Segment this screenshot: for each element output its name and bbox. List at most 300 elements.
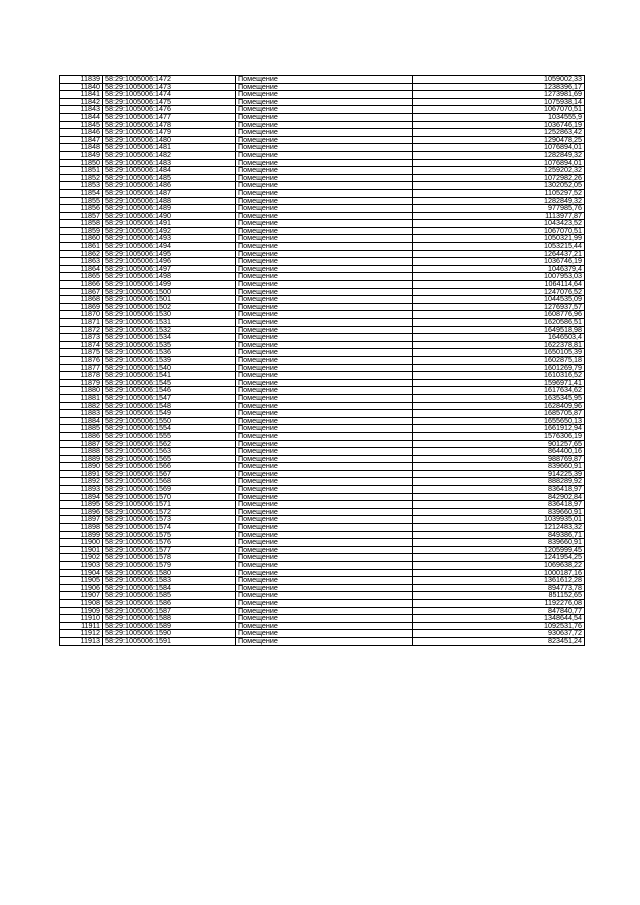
object-type-cell: Помещение xyxy=(236,273,413,281)
cadastral-value-cell: 1646503,4 xyxy=(413,334,585,342)
cadastral-value-cell: 1649518,98 xyxy=(413,326,585,334)
table-row xyxy=(60,417,585,425)
object-type-cell: Помещение xyxy=(236,227,413,235)
row-number-cell: 11840 xyxy=(60,83,103,91)
row-number-cell: 11883 xyxy=(60,410,103,418)
table-row xyxy=(60,546,585,554)
table-row xyxy=(60,356,585,364)
row-number-cell: 11884 xyxy=(60,417,103,425)
cadastral-value-cell: 839660,91 xyxy=(413,463,585,471)
cadastral-value-cell: 1635345,95 xyxy=(413,394,585,402)
table-row xyxy=(60,144,585,152)
cadastral-number-cell: 58:29:1005006:1548 xyxy=(103,402,236,410)
cadastral-value-cell: 888289,92 xyxy=(413,478,585,486)
table-row xyxy=(60,182,585,190)
row-number-cell: 11851 xyxy=(60,167,103,175)
object-type-cell: Помещение xyxy=(236,98,413,106)
property-table-body xyxy=(60,76,585,646)
cadastral-number-cell: 58:29:1005006:1535 xyxy=(103,341,236,349)
cadastral-number-cell: 58:29:1005006:1576 xyxy=(103,539,236,547)
row-number-cell: 11868 xyxy=(60,296,103,304)
table-row xyxy=(60,379,585,387)
row-number-cell: 11899 xyxy=(60,531,103,539)
row-number-cell: 11892 xyxy=(60,478,103,486)
table-row xyxy=(60,91,585,99)
cadastral-number-cell: 58:29:1005006:1572 xyxy=(103,508,236,516)
cadastral-value-cell: 1034555,9 xyxy=(413,113,585,121)
table-row xyxy=(60,243,585,251)
cadastral-number-cell: 58:29:1005006:1479 xyxy=(103,129,236,137)
cadastral-number-cell: 58:29:1005006:1488 xyxy=(103,197,236,205)
row-number-cell: 11910 xyxy=(60,615,103,623)
row-number-cell: 11911 xyxy=(60,622,103,630)
cadastral-number-cell: 58:29:1005006:1554 xyxy=(103,425,236,433)
object-type-cell: Помещение xyxy=(236,554,413,562)
cadastral-value-cell: 1620586,51 xyxy=(413,319,585,327)
cadastral-number-cell: 58:29:1005006:1591 xyxy=(103,637,236,645)
table-row xyxy=(60,106,585,114)
row-number-cell: 11896 xyxy=(60,508,103,516)
cadastral-value-cell: 977985,76 xyxy=(413,205,585,213)
object-type-cell: Помещение xyxy=(236,630,413,638)
object-type-cell: Помещение xyxy=(236,76,413,84)
cadastral-number-cell: 58:29:1005006:1588 xyxy=(103,615,236,623)
row-number-cell: 11858 xyxy=(60,220,103,228)
row-number-cell: 11865 xyxy=(60,273,103,281)
row-number-cell: 11864 xyxy=(60,265,103,273)
row-number-cell: 11888 xyxy=(60,448,103,456)
row-number-cell: 11894 xyxy=(60,493,103,501)
cadastral-value-cell: 836418,97 xyxy=(413,501,585,509)
row-number-cell: 11855 xyxy=(60,197,103,205)
cadastral-value-cell: 1007953,03 xyxy=(413,273,585,281)
table-row xyxy=(60,584,585,592)
table-row xyxy=(60,197,585,205)
cadastral-value-cell: 1247076,52 xyxy=(413,288,585,296)
row-number-cell: 11877 xyxy=(60,364,103,372)
row-number-cell: 11907 xyxy=(60,592,103,600)
cadastral-value-cell: 1212483,32 xyxy=(413,524,585,532)
cadastral-value-cell: 849386,71 xyxy=(413,531,585,539)
cadastral-value-cell: 1039935,01 xyxy=(413,516,585,524)
row-number-cell: 11900 xyxy=(60,539,103,547)
object-type-cell: Помещение xyxy=(236,615,413,623)
cadastral-value-cell: 1661912,94 xyxy=(413,425,585,433)
table-row xyxy=(60,205,585,213)
table-row xyxy=(60,577,585,585)
object-type-cell: Помещение xyxy=(236,622,413,630)
cadastral-value-cell: 1241954,25 xyxy=(413,554,585,562)
cadastral-value-cell: 1608776,96 xyxy=(413,311,585,319)
cadastral-number-cell: 58:29:1005006:1568 xyxy=(103,478,236,486)
cadastral-value-cell: 1276937,57 xyxy=(413,303,585,311)
row-number-cell: 11887 xyxy=(60,440,103,448)
table-row xyxy=(60,372,585,380)
row-number-cell: 11903 xyxy=(60,562,103,570)
table-row xyxy=(60,265,585,273)
cadastral-value-cell: 1602875,18 xyxy=(413,356,585,364)
row-number-cell: 11898 xyxy=(60,524,103,532)
row-number-cell: 11852 xyxy=(60,174,103,182)
table-row xyxy=(60,554,585,562)
cadastral-number-cell: 58:29:1005006:1482 xyxy=(103,151,236,159)
cadastral-number-cell: 58:29:1005006:1472 xyxy=(103,76,236,84)
cadastral-number-cell: 58:29:1005006:1573 xyxy=(103,516,236,524)
row-number-cell: 11866 xyxy=(60,281,103,289)
object-type-cell: Помещение xyxy=(236,334,413,342)
cadastral-number-cell: 58:29:1005006:1585 xyxy=(103,592,236,600)
row-number-cell: 11871 xyxy=(60,319,103,327)
row-number-cell: 11873 xyxy=(60,334,103,342)
cadastral-number-cell: 58:29:1005006:1536 xyxy=(103,349,236,357)
row-number-cell: 11901 xyxy=(60,546,103,554)
cadastral-number-cell: 58:29:1005006:1477 xyxy=(103,113,236,121)
cadastral-number-cell: 58:29:1005006:1547 xyxy=(103,394,236,402)
object-type-cell: Помещение xyxy=(236,394,413,402)
cadastral-value-cell: 914225,39 xyxy=(413,470,585,478)
cadastral-number-cell: 58:29:1005006:1565 xyxy=(103,455,236,463)
row-number-cell: 11839 xyxy=(60,76,103,84)
object-type-cell: Помещение xyxy=(236,562,413,570)
object-type-cell: Помещение xyxy=(236,106,413,114)
cadastral-number-cell: 58:29:1005006:1587 xyxy=(103,607,236,615)
row-number-cell: 11841 xyxy=(60,91,103,99)
object-type-cell: Помещение xyxy=(236,220,413,228)
row-number-cell: 11913 xyxy=(60,637,103,645)
cadastral-value-cell: 1046379,4 xyxy=(413,265,585,273)
object-type-cell: Помещение xyxy=(236,637,413,645)
object-type-cell: Помещение xyxy=(236,592,413,600)
row-number-cell: 11875 xyxy=(60,349,103,357)
table-row xyxy=(60,478,585,486)
cadastral-number-cell: 58:29:1005006:1546 xyxy=(103,387,236,395)
cadastral-number-cell: 58:29:1005006:1502 xyxy=(103,303,236,311)
object-type-cell: Помещение xyxy=(236,531,413,539)
object-type-cell: Помещение xyxy=(236,463,413,471)
cadastral-value-cell: 1072982,26 xyxy=(413,174,585,182)
property-table xyxy=(59,75,585,646)
cadastral-number-cell: 58:29:1005006:1562 xyxy=(103,440,236,448)
cadastral-value-cell: 1075938,14 xyxy=(413,98,585,106)
table-row xyxy=(60,630,585,638)
cadastral-value-cell: 1610316,52 xyxy=(413,372,585,380)
table-row xyxy=(60,159,585,167)
cadastral-value-cell: 1113977,87 xyxy=(413,212,585,220)
cadastral-value-cell: 1044535,09 xyxy=(413,296,585,304)
object-type-cell: Помещение xyxy=(236,212,413,220)
cadastral-value-cell: 1000187,16 xyxy=(413,569,585,577)
cadastral-number-cell: 58:29:1005006:1480 xyxy=(103,136,236,144)
row-number-cell: 11848 xyxy=(60,144,103,152)
table-row xyxy=(60,273,585,281)
cadastral-number-cell: 58:29:1005006:1579 xyxy=(103,562,236,570)
cadastral-number-cell: 58:29:1005006:1584 xyxy=(103,584,236,592)
cadastral-number-cell: 58:29:1005006:1570 xyxy=(103,493,236,501)
object-type-cell: Помещение xyxy=(236,524,413,532)
table-row xyxy=(60,425,585,433)
object-type-cell: Помещение xyxy=(236,235,413,243)
object-type-cell: Помещение xyxy=(236,417,413,425)
object-type-cell: Помещение xyxy=(236,448,413,456)
cadastral-value-cell: 836418,97 xyxy=(413,486,585,494)
table-row xyxy=(60,410,585,418)
table-row xyxy=(60,486,585,494)
object-type-cell: Помещение xyxy=(236,387,413,395)
table-row xyxy=(60,524,585,532)
object-type-cell: Помещение xyxy=(236,91,413,99)
cadastral-number-cell: 58:29:1005006:1483 xyxy=(103,159,236,167)
cadastral-value-cell: 988769,87 xyxy=(413,455,585,463)
cadastral-number-cell: 58:29:1005006:1481 xyxy=(103,144,236,152)
row-number-cell: 11893 xyxy=(60,486,103,494)
cadastral-number-cell: 58:29:1005006:1563 xyxy=(103,448,236,456)
row-number-cell: 11861 xyxy=(60,243,103,251)
row-number-cell: 11856 xyxy=(60,205,103,213)
cadastral-number-cell: 58:29:1005006:1494 xyxy=(103,243,236,251)
cadastral-number-cell: 58:29:1005006:1498 xyxy=(103,273,236,281)
row-number-cell: 11870 xyxy=(60,311,103,319)
row-number-cell: 11891 xyxy=(60,470,103,478)
table-row xyxy=(60,281,585,289)
cadastral-number-cell: 58:29:1005006:1474 xyxy=(103,91,236,99)
object-type-cell: Помещение xyxy=(236,425,413,433)
cadastral-value-cell: 864400,16 xyxy=(413,448,585,456)
table-row xyxy=(60,637,585,645)
table-row xyxy=(60,402,585,410)
table-row xyxy=(60,136,585,144)
cadastral-number-cell: 58:29:1005006:1555 xyxy=(103,432,236,440)
object-type-cell: Помещение xyxy=(236,319,413,327)
cadastral-number-cell: 58:29:1005006:1493 xyxy=(103,235,236,243)
object-type-cell: Помещение xyxy=(236,470,413,478)
cadastral-number-cell: 58:29:1005006:1541 xyxy=(103,372,236,380)
cadastral-number-cell: 58:29:1005006:1499 xyxy=(103,281,236,289)
object-type-cell: Помещение xyxy=(236,258,413,266)
cadastral-number-cell: 58:29:1005006:1490 xyxy=(103,212,236,220)
row-number-cell: 11863 xyxy=(60,258,103,266)
object-type-cell: Помещение xyxy=(236,599,413,607)
object-type-cell: Помещение xyxy=(236,121,413,129)
cadastral-value-cell: 1205999,45 xyxy=(413,546,585,554)
row-number-cell: 11853 xyxy=(60,182,103,190)
table-row xyxy=(60,303,585,311)
cadastral-value-cell: 1282849,32 xyxy=(413,197,585,205)
table-row xyxy=(60,615,585,623)
object-type-cell: Помещение xyxy=(236,144,413,152)
cadastral-value-cell: 1601269,79 xyxy=(413,364,585,372)
table-row xyxy=(60,516,585,524)
object-type-cell: Помещение xyxy=(236,205,413,213)
cadastral-number-cell: 58:29:1005006:1586 xyxy=(103,599,236,607)
cadastral-value-cell: 1036746,19 xyxy=(413,258,585,266)
table-row xyxy=(60,349,585,357)
table-row xyxy=(60,235,585,243)
row-number-cell: 11897 xyxy=(60,516,103,524)
table-row xyxy=(60,562,585,570)
object-type-cell: Помещение xyxy=(236,296,413,304)
object-type-cell: Помещение xyxy=(236,311,413,319)
object-type-cell: Помещение xyxy=(236,113,413,121)
table-row xyxy=(60,539,585,547)
table-row xyxy=(60,493,585,501)
cadastral-number-cell: 58:29:1005006:1574 xyxy=(103,524,236,532)
object-type-cell: Помещение xyxy=(236,372,413,380)
object-type-cell: Помещение xyxy=(236,167,413,175)
object-type-cell: Помещение xyxy=(236,577,413,585)
object-type-cell: Помещение xyxy=(236,508,413,516)
cadastral-value-cell: 1628409,96 xyxy=(413,402,585,410)
cadastral-number-cell: 58:29:1005006:1580 xyxy=(103,569,236,577)
cadastral-value-cell: 1252863,42 xyxy=(413,129,585,137)
row-number-cell: 11880 xyxy=(60,387,103,395)
cadastral-number-cell: 58:29:1005006:1478 xyxy=(103,121,236,129)
cadastral-value-cell: 1273981,69 xyxy=(413,91,585,99)
row-number-cell: 11878 xyxy=(60,372,103,380)
table-row xyxy=(60,227,585,235)
row-number-cell: 11912 xyxy=(60,630,103,638)
cadastral-value-cell: 1622378,81 xyxy=(413,341,585,349)
cadastral-number-cell: 58:29:1005006:1491 xyxy=(103,220,236,228)
table-row xyxy=(60,394,585,402)
object-type-cell: Помещение xyxy=(236,440,413,448)
row-number-cell: 11879 xyxy=(60,379,103,387)
object-type-cell: Помещение xyxy=(236,174,413,182)
object-type-cell: Помещение xyxy=(236,303,413,311)
cadastral-number-cell: 58:29:1005006:1550 xyxy=(103,417,236,425)
cadastral-number-cell: 58:29:1005006:1569 xyxy=(103,486,236,494)
table-row xyxy=(60,334,585,342)
row-number-cell: 11854 xyxy=(60,189,103,197)
cadastral-value-cell: 1092531,76 xyxy=(413,622,585,630)
cadastral-number-cell: 58:29:1005006:1578 xyxy=(103,554,236,562)
row-number-cell: 11908 xyxy=(60,599,103,607)
cadastral-value-cell: 1361612,28 xyxy=(413,577,585,585)
row-number-cell: 11881 xyxy=(60,394,103,402)
row-number-cell: 11902 xyxy=(60,554,103,562)
row-number-cell: 11882 xyxy=(60,402,103,410)
table-row xyxy=(60,98,585,106)
table-row xyxy=(60,220,585,228)
row-number-cell: 11860 xyxy=(60,235,103,243)
cadastral-value-cell: 1105297,52 xyxy=(413,189,585,197)
cadastral-value-cell: 1238396,17 xyxy=(413,83,585,91)
table-row xyxy=(60,167,585,175)
table-row xyxy=(60,250,585,258)
table-row xyxy=(60,258,585,266)
cadastral-value-cell: 930637,72 xyxy=(413,630,585,638)
cadastral-value-cell: 1192276,08 xyxy=(413,599,585,607)
object-type-cell: Помещение xyxy=(236,379,413,387)
cadastral-number-cell: 58:29:1005006:1475 xyxy=(103,98,236,106)
object-type-cell: Помещение xyxy=(236,288,413,296)
table-row xyxy=(60,470,585,478)
object-type-cell: Помещение xyxy=(236,478,413,486)
cadastral-value-cell: 1067070,51 xyxy=(413,227,585,235)
cadastral-value-cell: 1290478,25 xyxy=(413,136,585,144)
cadastral-number-cell: 58:29:1005006:1545 xyxy=(103,379,236,387)
object-type-cell: Помещение xyxy=(236,584,413,592)
cadastral-number-cell: 58:29:1005006:1484 xyxy=(103,167,236,175)
row-number-cell: 11847 xyxy=(60,136,103,144)
cadastral-value-cell: 1617634,62 xyxy=(413,387,585,395)
table-row xyxy=(60,531,585,539)
object-type-cell: Помещение xyxy=(236,341,413,349)
cadastral-value-cell: 1685705,87 xyxy=(413,410,585,418)
row-number-cell: 11867 xyxy=(60,288,103,296)
table-row xyxy=(60,189,585,197)
row-number-cell: 11844 xyxy=(60,113,103,121)
row-number-cell: 11909 xyxy=(60,607,103,615)
cadastral-value-cell: 1076894,01 xyxy=(413,159,585,167)
cadastral-number-cell: 58:29:1005006:1589 xyxy=(103,622,236,630)
object-type-cell: Помещение xyxy=(236,182,413,190)
table-row xyxy=(60,83,585,91)
table-row xyxy=(60,455,585,463)
cadastral-number-cell: 58:29:1005006:1531 xyxy=(103,319,236,327)
cadastral-number-cell: 58:29:1005006:1534 xyxy=(103,334,236,342)
object-type-cell: Помещение xyxy=(236,501,413,509)
object-type-cell: Помещение xyxy=(236,364,413,372)
row-number-cell: 11842 xyxy=(60,98,103,106)
cadastral-number-cell: 58:29:1005006:1473 xyxy=(103,83,236,91)
object-type-cell: Помещение xyxy=(236,486,413,494)
table-row xyxy=(60,76,585,84)
table-row xyxy=(60,151,585,159)
cadastral-value-cell: 842902,84 xyxy=(413,493,585,501)
object-type-cell: Помещение xyxy=(236,159,413,167)
object-type-cell: Помещение xyxy=(236,136,413,144)
cadastral-number-cell: 58:29:1005006:1476 xyxy=(103,106,236,114)
cadastral-number-cell: 58:29:1005006:1567 xyxy=(103,470,236,478)
row-number-cell: 11849 xyxy=(60,151,103,159)
object-type-cell: Помещение xyxy=(236,410,413,418)
table-row xyxy=(60,501,585,509)
object-type-cell: Помещение xyxy=(236,516,413,524)
cadastral-value-cell: 1064114,64 xyxy=(413,281,585,289)
cadastral-value-cell: 1596971,41 xyxy=(413,379,585,387)
row-number-cell: 11905 xyxy=(60,577,103,585)
table-row xyxy=(60,341,585,349)
object-type-cell: Помещение xyxy=(236,129,413,137)
row-number-cell: 11850 xyxy=(60,159,103,167)
object-type-cell: Помещение xyxy=(236,151,413,159)
table-row xyxy=(60,129,585,137)
cadastral-number-cell: 58:29:1005006:1540 xyxy=(103,364,236,372)
object-type-cell: Помещение xyxy=(236,189,413,197)
cadastral-value-cell: 1076894,01 xyxy=(413,144,585,152)
object-type-cell: Помещение xyxy=(236,546,413,554)
cadastral-number-cell: 58:29:1005006:1583 xyxy=(103,577,236,585)
table-row xyxy=(60,113,585,121)
cadastral-number-cell: 58:29:1005006:1532 xyxy=(103,326,236,334)
table-row xyxy=(60,432,585,440)
object-type-cell: Помещение xyxy=(236,356,413,364)
table-row xyxy=(60,569,585,577)
object-type-cell: Помещение xyxy=(236,539,413,547)
cadastral-number-cell: 58:29:1005006:1497 xyxy=(103,265,236,273)
object-type-cell: Помещение xyxy=(236,402,413,410)
object-type-cell: Помещение xyxy=(236,432,413,440)
row-number-cell: 11904 xyxy=(60,569,103,577)
table-row xyxy=(60,463,585,471)
table-row xyxy=(60,319,585,327)
cadastral-number-cell: 58:29:1005006:1496 xyxy=(103,258,236,266)
table-row xyxy=(60,387,585,395)
row-number-cell: 11895 xyxy=(60,501,103,509)
cadastral-number-cell: 58:29:1005006:1500 xyxy=(103,288,236,296)
row-number-cell: 11890 xyxy=(60,463,103,471)
table-row xyxy=(60,121,585,129)
